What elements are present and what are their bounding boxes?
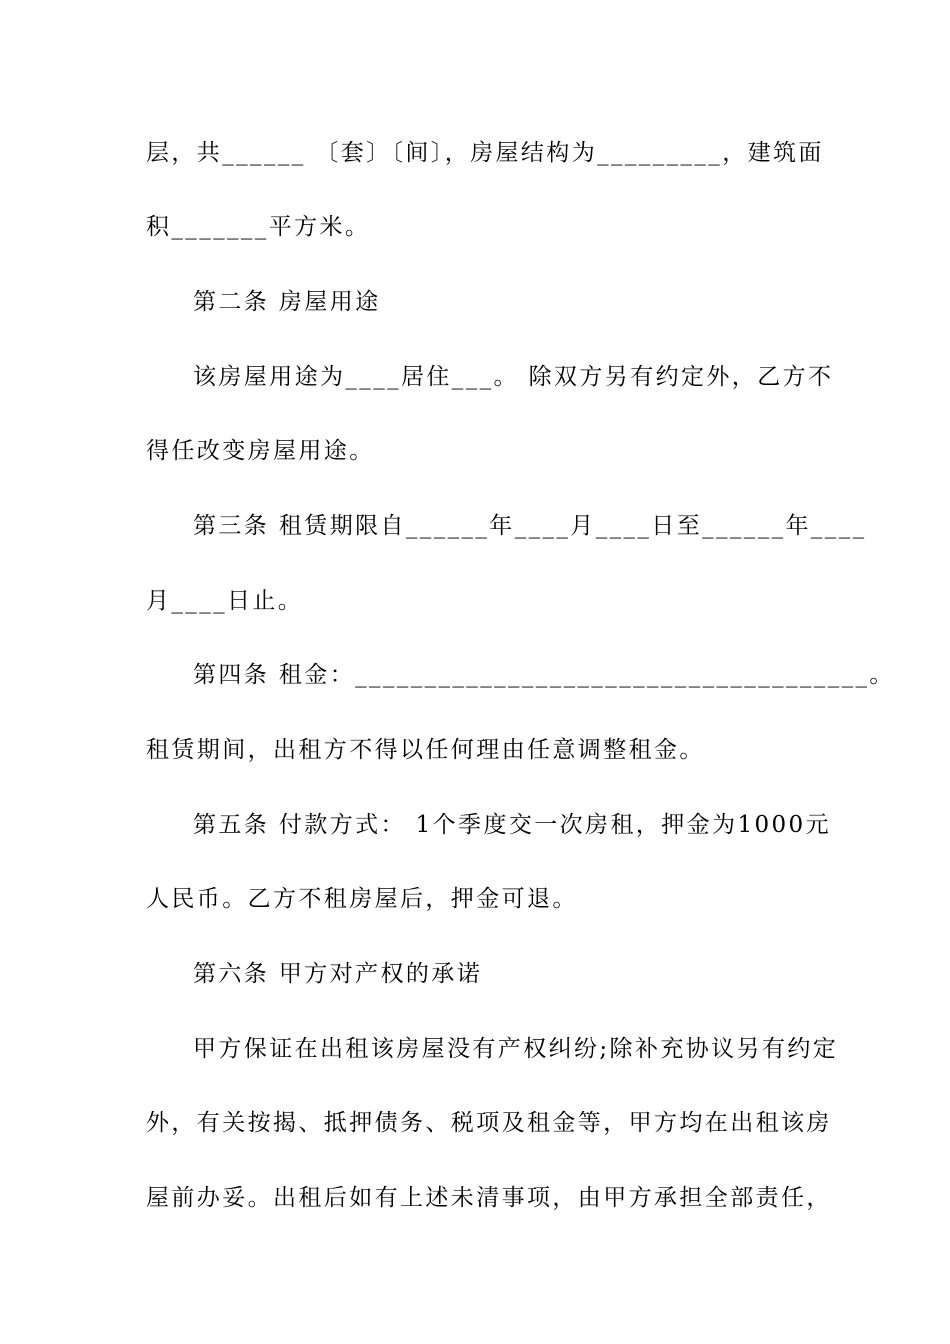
text-line-1: 层，共______ 〔套〕〔间〕，房屋结构为_________，建筑面 [146,140,824,166]
text-line-7: 月____日止。 [146,588,304,614]
text-line-5: 得任改变房屋用途。 [146,438,375,464]
text-line-14: 外，有关按揭、抵押债务、税项及租金等，甲方均在出租该房 [146,1110,832,1136]
text-line-15: 屋前办妥。出租后如有上述未清事项，由甲方承担全部责任， [146,1185,832,1211]
text-line-9: 租赁期间，出租方不得以任何理由任意调整租金。 [146,737,705,763]
text-line-11: 人民币。乙方不租房屋后，押金可退。 [146,886,578,912]
text-line-2: 积_______平方米。 [146,214,371,240]
article-5-line: 第五条 付款方式： 1个季度交一次房租，押金为1000元 [193,812,831,838]
text-line-13: 甲方保证在出租该房屋没有产权纠纷;除补充协议另有约定 [193,1036,839,1062]
article-2-heading: 第二条 房屋用途 [193,289,381,315]
article-4-line: 第四条 租金：_____________________________________。 [193,662,895,688]
text-line-4: 该房屋用途为____居住___。 除双方另有约定外，乙方不 [193,364,834,390]
article-6-heading: 第六条 甲方对产权的承诺 [193,961,483,987]
article-3-line: 第三条 租赁期限自______年____月____日至______年____ [193,513,867,539]
